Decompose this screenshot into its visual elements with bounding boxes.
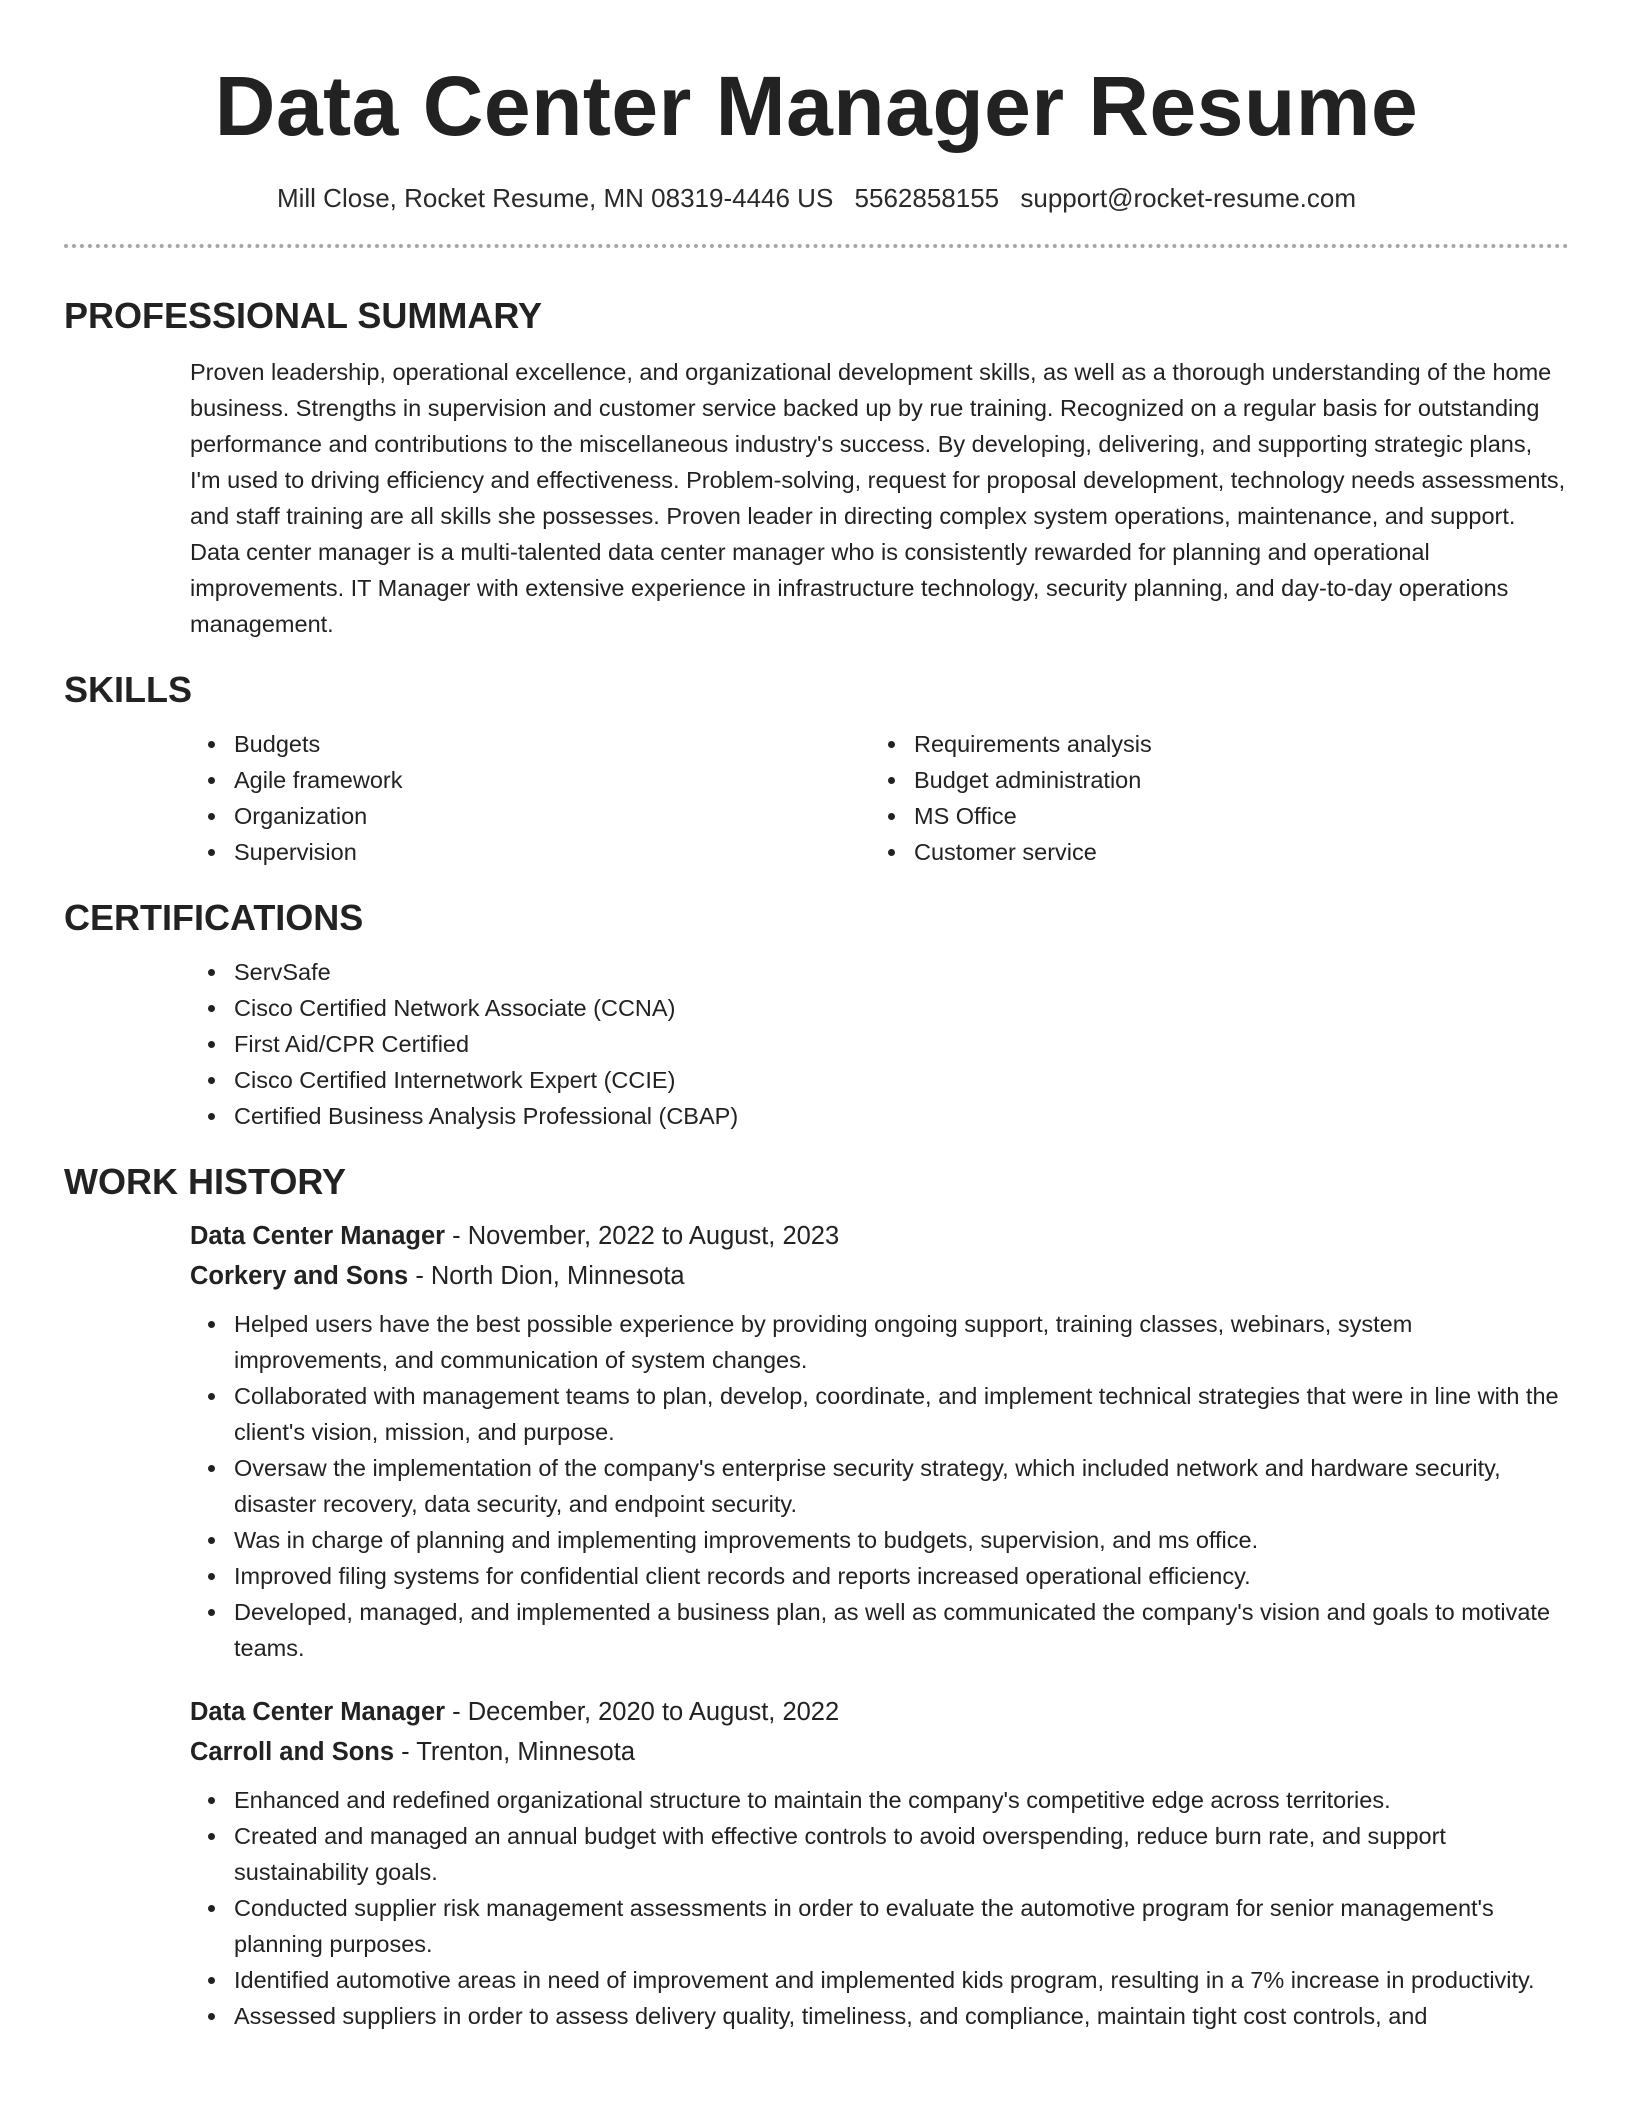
job-duty-item: Was in charge of planning and implementing improvements to budgets, supervision, and ms office. xyxy=(234,1522,1569,1558)
job-company: Carroll and Sons xyxy=(190,1738,395,1766)
skill-item: Budgets xyxy=(234,726,870,762)
certification-item: Certified Business Analysis Professional (CBAP) xyxy=(234,1098,1569,1134)
job-entry xyxy=(190,1692,1569,2034)
skill-item: Agile framework xyxy=(234,762,870,798)
job-location: - Trenton, Minnesota xyxy=(394,1738,636,1766)
job-duties xyxy=(190,1306,1569,1666)
summary-text: Proven leadership, operational excellence, and organizational development skills, as well as a thorough understanding of the home business. Strengths in supervision and customer service backed up by rue training. Recognized on a regular basis for outstanding performance and contributions to the miscellaneous industry's success. By developing, delivering, and supporting strategic plans, I'm used to driving efficiency and effectiveness. Problem-solving, request for proposal development, technology needs assessments, and staff training are all skills she possesses. Proven leader in directing complex system operations, maintenance, and support. Data center manager is a multi-talented data center manager who is consistently rewarded for planning and operational improvements. IT Manager with extensive experience in infrastructure technology, security planning, and day-to-day operations management. xyxy=(190,359,1566,637)
certification-item: Cisco Certified Internetwork Expert (CCIE) xyxy=(234,1062,1569,1098)
job-duty-item: Identified automotive areas in need of improvement and implemented kids program, resulting in a 7% increase in productivity. xyxy=(234,1962,1569,1998)
job-duty-item: Helped users have the best possible experience by providing ongoing support, training classes, webinars, system improvements, and communication of system changes. xyxy=(234,1306,1569,1378)
job-duty-item: Enhanced and redefined organizational structure to maintain the company's competitive edge across territories. xyxy=(234,1782,1569,1818)
contact-address: Mill Close, Rocket Resume, MN 08319-4446 US xyxy=(276,183,834,213)
certification-item: ServSafe xyxy=(234,954,1569,990)
certifications-list xyxy=(190,954,1569,1134)
job-duty-item: Oversaw the implementation of the company's enterprise security strategy, which included network and hardware security, disaster recovery, data security, and endpoint security. xyxy=(234,1450,1569,1522)
job-company: Corkery and Sons xyxy=(190,1262,409,1290)
job-duty-item: Developed, managed, and implemented a business plan, as well as communicated the company's vision and goals to motivate teams. xyxy=(234,1594,1569,1666)
job-title-line xyxy=(190,1692,1569,1732)
job-company-line xyxy=(190,1732,1569,1772)
job-duty-item: Conducted supplier risk management assessments in order to evaluate the automotive program for senior management's planning purposes. xyxy=(234,1890,1569,1962)
resume-page xyxy=(64,0,1569,2034)
skills-column-right xyxy=(870,726,1550,870)
contact-line xyxy=(64,182,1569,214)
job-company-line xyxy=(190,1256,1569,1296)
resume-title: Data Center Manager Resume xyxy=(214,59,1419,153)
contact-phone[interactable]: 5562858155 xyxy=(854,183,1000,213)
job-duty-item: Improved filing systems for confidential client records and reports increased operational efficiency. xyxy=(234,1558,1569,1594)
job-dates: - December, 2020 to August, 2022 xyxy=(445,1698,840,1726)
certification-item: First Aid/CPR Certified xyxy=(234,1026,1569,1062)
skills-heading: SKILLS xyxy=(64,669,193,710)
skill-item: Organization xyxy=(234,798,870,834)
summary-section xyxy=(190,354,1569,642)
job-location: - North Dion, Minnesota xyxy=(408,1262,685,1290)
job-duty-item: Collaborated with management teams to plan, develop, coordinate, and implement technical strategies that were in line with the client's vision, mission, and purpose. xyxy=(234,1378,1569,1450)
job-role: Data Center Manager xyxy=(190,1698,446,1726)
certifications-heading: CERTIFICATIONS xyxy=(64,897,364,938)
skill-item: Budget administration xyxy=(914,762,1550,798)
job-duty-item: Assessed suppliers in order to assess delivery quality, timeliness, and compliance, maintain tight cost controls, and xyxy=(234,1998,1569,2034)
skill-item: Requirements analysis xyxy=(914,726,1550,762)
skills-column-left xyxy=(190,726,870,870)
skill-item: Supervision xyxy=(234,834,870,870)
job-title-line xyxy=(190,1216,1569,1256)
skills-list xyxy=(190,726,1569,870)
work-history-heading: WORK HISTORY xyxy=(64,1161,347,1202)
summary-heading: PROFESSIONAL SUMMARY xyxy=(64,295,543,336)
certification-item: Cisco Certified Network Associate (CCNA) xyxy=(234,990,1569,1026)
job-duties xyxy=(190,1782,1569,2034)
skill-item: MS Office xyxy=(914,798,1550,834)
job-duty-item: Created and managed an annual budget with effective controls to avoid overspending, reduce burn rate, and support sustainability goals. xyxy=(234,1818,1569,1890)
skill-item: Customer service xyxy=(914,834,1550,870)
job-role: Data Center Manager xyxy=(190,1222,446,1250)
job-dates: - November, 2022 to August, 2023 xyxy=(445,1222,840,1250)
job-entry xyxy=(190,1216,1569,1666)
header-divider xyxy=(64,244,1569,248)
contact-email[interactable]: support@rocket-resume.com xyxy=(1020,183,1357,213)
